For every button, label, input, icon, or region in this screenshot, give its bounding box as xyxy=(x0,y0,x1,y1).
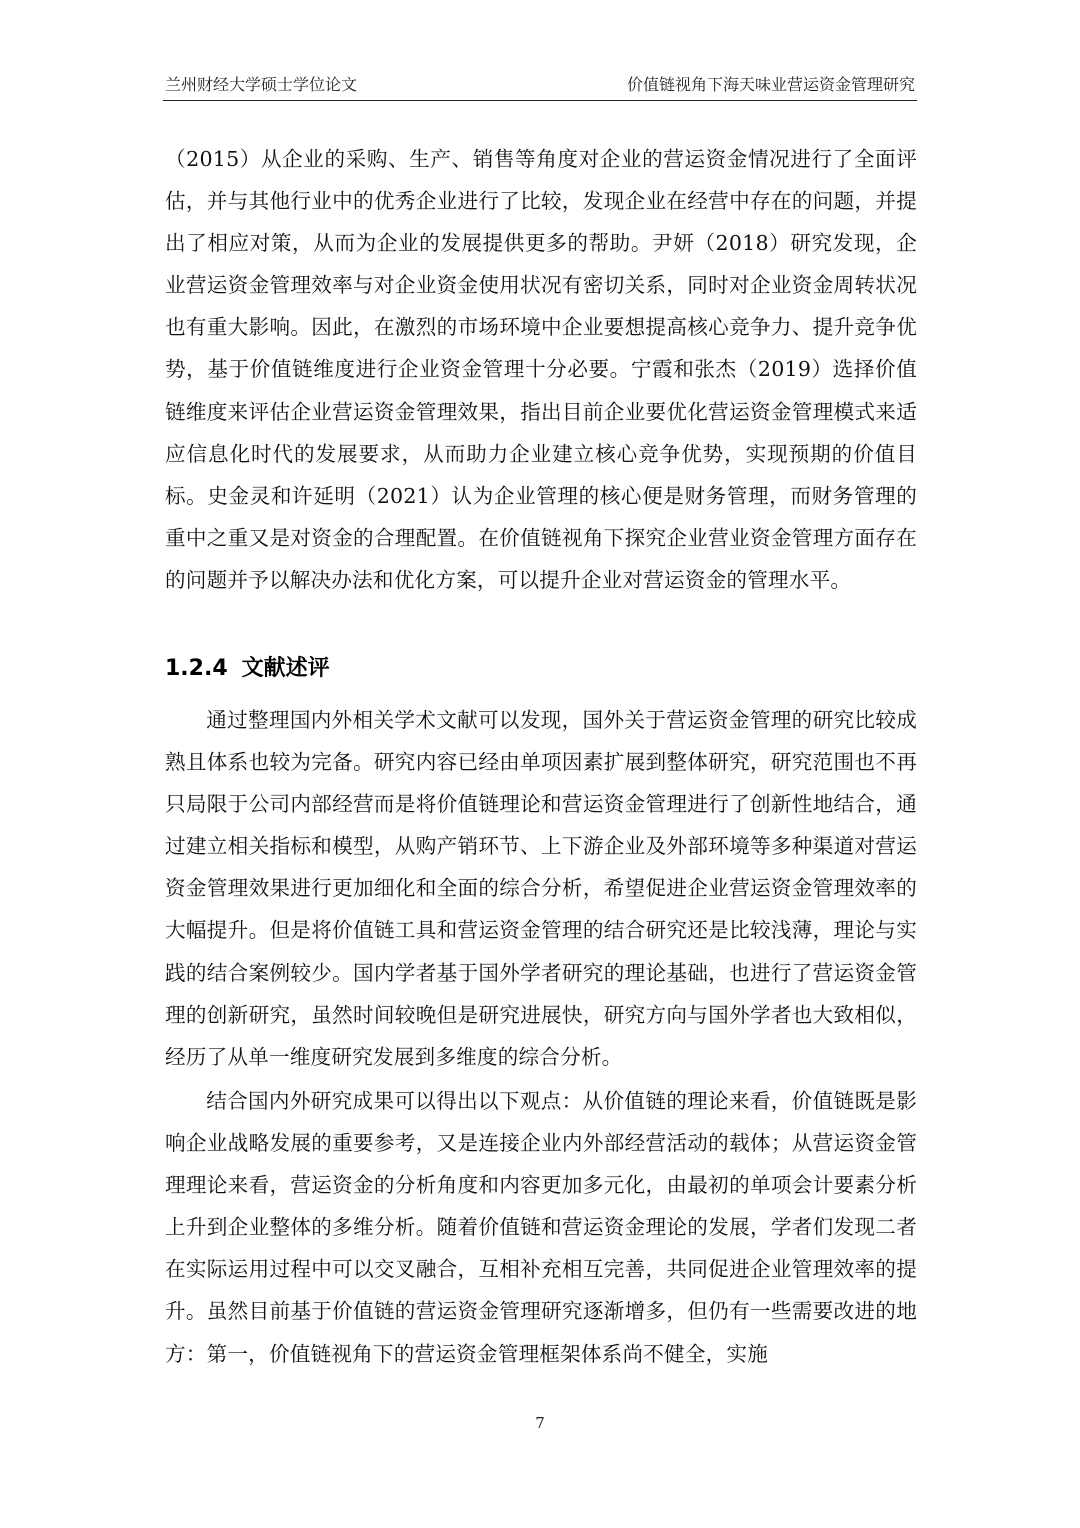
paragraph-continued: （2015）从企业的采购、生产、销售等角度对企业的营运资金情况进行了全面评估，并与其他行业中的优秀企业进行了比较，发现企业在经营中存在的问题，并提出了相应对策，从而为企业的发展提供更多的帮助。尹妍（2018）研究发现，企业营运资金管理效率与对企业资金使用状况有密切关系，同时对企业资金周转状况也有重大影响。因此，在激烈的市场环境中企业要想提高核心竞争力、提升竞争优势，基于价值链维度进行企业资金管理十分必要。宁霞和张杰（2019）选择价值链维度来评估企业营运资金管理效果，指出目前企业要优化营运资金管理模式来适应信息化时代的发展要求，从而助力企业建立核心竞争优势，实现预期的价值目标。史金灵和许延明（2021）认为企业管理的核心便是财务管理，而财务管理的重中之重又是对资金的合理配置。在价值链视角下探究企业营业资金管理方面存在的问题并予以解决办法和优化方案，可以提升企业对营运资金的管理水平。 xyxy=(165,147,917,592)
paragraph-literature-summary: 通过整理国内外相关学术文献可以发现，国外关于营运资金管理的研究比较成熟且体系也较为完备。研究内容已经由单项因素扩展到整体研究，研究范围也不再只局限于公司内部经营而是将价值链理论和营运资金管理进行了创新性地结合，通过建立相关指标和模型，从购产销环节、上下游企业及外部环境等多种渠道对营运资金管理效果进行更加细化和全面的综合分析，希望促进企业营运资金管理效率的大幅提升。但是将价值链工具和营运资金管理的结合研究还是比较浅薄，理论与实践的结合案例较少。国内学者基于国外学者研究的理论基础，也进行了营运资金管理的创新研究，虽然时间较晚但是研究进展快，研究方向与国外学者也大致相似，经历了从单一维度研究发展到多维度的综合分析。 xyxy=(165,708,917,1069)
page-number: 7 xyxy=(535,1414,545,1432)
paragraph-conclusions: 结合国内外研究成果可以得出以下观点：从价值链的理论来看，价值链既是影响企业战略发展的重要参考，又是连接企业内外部经营活动的载体；从营运资金管理理论来看，营运资金的分析角度和内容更加多元化，由最初的单项会计要素分析上升到企业整体的多维分析。随着价值链和营运资金理论的发展，学者们发现二者在实际运用过程中可以交叉融合，互相补充相互完善，共同促进企业管理效率的提升。虽然目前基于价值链的营运资金管理研究逐渐增多，但仍有一些需要改进的地方：第一，价值链视角下的营运资金管理框架体系尚不健全，实施 xyxy=(165,1089,917,1366)
section-heading xyxy=(165,649,330,689)
running-header xyxy=(163,74,917,101)
section-title: 文献述评 xyxy=(241,656,330,681)
header-university-title: 兰州财经大学硕士学位论文 xyxy=(165,75,358,94)
section-number: 1.2.4 xyxy=(165,656,228,681)
header-thesis-title: 价值链视角下海天味业营运资金管理研究 xyxy=(626,75,915,94)
